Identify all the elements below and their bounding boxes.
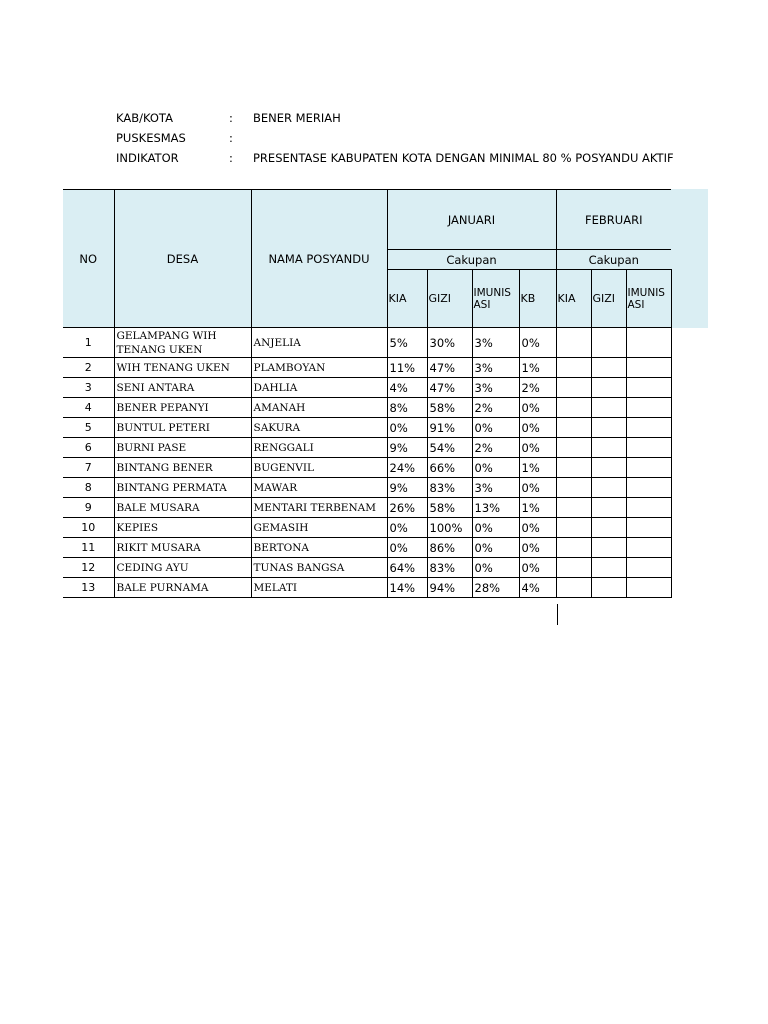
row-no: 2 [63,358,114,378]
row-posyandu: ANJELIA [251,328,387,358]
row-jan-kb: 0% [519,478,556,498]
row-feb-gizi [591,538,626,558]
col-header-no: NO [63,190,114,328]
row-feb-gizi [591,398,626,418]
row-feb-gizi [591,558,626,578]
row-jan-gizi: 91% [427,418,472,438]
table-row [63,328,671,358]
row-jan-kia: 0% [387,518,427,538]
table-row [63,578,671,598]
row-feb-kia [556,558,591,578]
row-desa: BURNI PASE [114,438,251,458]
row-jan-gizi: 30% [427,328,472,358]
cakupan-februari: Cakupan [556,250,671,270]
row-desa: CEDING AYU [114,558,251,578]
row-desa: BALE PURNAMA [114,578,251,598]
row-desa: BINTANG BENER [114,458,251,478]
kab-value: BENER MERIAH [253,111,341,125]
row-desa: RIKIT MUSARA [114,538,251,558]
puskesmas-label: PUSKESMAS [116,131,186,145]
row-jan-kia: 24% [387,458,427,478]
row-jan-kb: 0% [519,538,556,558]
row-feb-gizi [591,478,626,498]
puskesmas-colon: : [229,131,233,145]
row-jan-kb: 2% [519,378,556,398]
row-no: 12 [63,558,114,578]
row-feb-kia [556,498,591,518]
row-no: 5 [63,418,114,438]
feb-gizi-header: GIZI [591,270,626,328]
row-desa: KEPIES [114,518,251,538]
row-posyandu: MAWAR [251,478,387,498]
row-jan-imunisasi: 0% [472,538,519,558]
row-jan-kb: 0% [519,518,556,538]
jan-kia-header: KIA [387,270,427,328]
posyandu-table [63,189,672,598]
row-no: 8 [63,478,114,498]
row-posyandu: DAHLIA [251,378,387,398]
row-jan-gizi: 83% [427,558,472,578]
row-feb-imunisasi [626,578,671,598]
table-row [63,418,671,438]
row-jan-kia: 0% [387,538,427,558]
row-feb-imunisasi [626,478,671,498]
row-jan-gizi: 54% [427,438,472,458]
row-jan-gizi: 100% [427,518,472,538]
row-jan-imunisasi: 3% [472,358,519,378]
row-feb-gizi [591,498,626,518]
row-feb-kia [556,418,591,438]
row-feb-gizi [591,458,626,478]
row-no: 11 [63,538,114,558]
trailing-gridline [557,604,558,625]
row-jan-imunisasi: 0% [472,558,519,578]
row-feb-gizi [591,518,626,538]
kab-colon: : [229,111,233,125]
row-feb-kia [556,438,591,458]
row-jan-imunisasi: 0% [472,458,519,478]
kab-label: KAB/KOTA [116,111,173,125]
row-jan-imunisasi: 13% [472,498,519,518]
row-no: 10 [63,518,114,538]
row-feb-imunisasi [626,418,671,438]
row-jan-imunisasi: 2% [472,438,519,458]
row-posyandu: TUNAS BANGSA [251,558,387,578]
row-jan-kb: 1% [519,458,556,478]
row-no: 4 [63,398,114,418]
jan-imunisasi-header: IMUNIS ASI [472,270,519,328]
row-feb-kia [556,578,591,598]
row-desa: BENER PEPANYI [114,398,251,418]
row-jan-imunisasi: 2% [472,398,519,418]
row-jan-imunisasi: 0% [472,418,519,438]
row-feb-kia [556,518,591,538]
row-desa: SENI ANTARA [114,378,251,398]
row-jan-kb: 1% [519,498,556,518]
row-jan-kia: 5% [387,328,427,358]
row-jan-imunisasi: 28% [472,578,519,598]
row-feb-kia [556,328,591,358]
row-feb-imunisasi [626,538,671,558]
row-feb-kia [556,538,591,558]
row-no: 13 [63,578,114,598]
cakupan-januari: Cakupan [387,250,556,270]
row-desa: BALE MUSARA [114,498,251,518]
row-jan-kia: 26% [387,498,427,518]
table-row [63,498,671,518]
row-jan-gizi: 66% [427,458,472,478]
row-jan-kb: 4% [519,578,556,598]
row-posyandu: SAKURA [251,418,387,438]
row-jan-kia: 9% [387,438,427,458]
row-feb-imunisasi [626,558,671,578]
row-jan-kb: 0% [519,558,556,578]
row-feb-imunisasi [626,378,671,398]
row-desa: BINTANG PERMATA [114,478,251,498]
row-posyandu: PLAMBOYAN [251,358,387,378]
month-januari: JANUARI [387,190,556,250]
row-posyandu: GEMASIH [251,518,387,538]
row-posyandu: BERTONA [251,538,387,558]
row-feb-gizi [591,578,626,598]
row-feb-gizi [591,418,626,438]
row-desa: GELAMPANG WIH TENANG UKEN [114,328,251,358]
row-feb-gizi [591,378,626,398]
row-feb-kia [556,478,591,498]
row-jan-kb: 0% [519,438,556,458]
row-jan-gizi: 58% [427,398,472,418]
row-jan-gizi: 47% [427,358,472,378]
row-jan-kb: 0% [519,328,556,358]
row-feb-kia [556,358,591,378]
table-row [63,458,671,478]
row-jan-kb: 0% [519,418,556,438]
table-row [63,438,671,458]
row-jan-gizi: 94% [427,578,472,598]
indikator-colon: : [229,151,233,165]
indikator-value: PRESENTASE KABUPATEN KOTA DENGAN MINIMAL 80 % POSYANDU AKTIF [253,151,674,165]
row-jan-kia: 8% [387,398,427,418]
row-jan-kia: 4% [387,378,427,398]
row-jan-imunisasi: 3% [472,478,519,498]
row-feb-imunisasi [626,518,671,538]
row-posyandu: RENGGALI [251,438,387,458]
table-row [63,398,671,418]
row-jan-kia: 9% [387,478,427,498]
row-feb-imunisasi [626,438,671,458]
row-desa: WIH TENANG UKEN [114,358,251,378]
row-posyandu: MENTARI TERBENAM [251,498,387,518]
row-feb-gizi [591,358,626,378]
table-row [63,558,671,578]
table-row [63,518,671,538]
row-feb-imunisasi [626,398,671,418]
table-row [63,478,671,498]
row-jan-imunisasi: 3% [472,328,519,358]
row-jan-imunisasi: 3% [472,378,519,398]
row-no: 3 [63,378,114,398]
row-jan-imunisasi: 0% [472,518,519,538]
row-feb-imunisasi [626,328,671,358]
table-row [63,538,671,558]
row-no: 7 [63,458,114,478]
row-jan-kb: 1% [519,358,556,378]
row-jan-gizi: 58% [427,498,472,518]
col-header-desa: DESA [114,190,251,328]
row-jan-kia: 14% [387,578,427,598]
row-feb-kia [556,398,591,418]
row-feb-gizi [591,438,626,458]
row-feb-imunisasi [626,458,671,478]
row-feb-kia [556,458,591,478]
row-desa: BUNTUL PETERI [114,418,251,438]
row-feb-imunisasi [626,358,671,378]
row-feb-gizi [591,328,626,358]
month-februari: FEBRUARI [556,190,671,250]
jan-gizi-header: GIZI [427,270,472,328]
row-jan-gizi: 47% [427,378,472,398]
row-jan-kia: 0% [387,418,427,438]
row-posyandu: BUGENVIL [251,458,387,478]
row-no: 1 [63,328,114,358]
row-no: 6 [63,438,114,458]
indikator-label: INDIKATOR [116,151,179,165]
row-feb-imunisasi [626,498,671,518]
jan-kb-header: KB [519,270,556,328]
feb-imunisasi-header: IMUNIS ASI [626,270,671,328]
row-jan-kia: 64% [387,558,427,578]
col-header-posyandu: NAMA POSYANDU [251,190,387,328]
row-posyandu: AMANAH [251,398,387,418]
row-jan-kia: 11% [387,358,427,378]
feb-kia-header: KIA [556,270,591,328]
row-jan-kb: 0% [519,398,556,418]
row-jan-gizi: 86% [427,538,472,558]
row-jan-gizi: 83% [427,478,472,498]
row-no: 9 [63,498,114,518]
row-feb-kia [556,378,591,398]
table-row [63,378,671,398]
row-posyandu: MELATI [251,578,387,598]
table-row [63,358,671,378]
